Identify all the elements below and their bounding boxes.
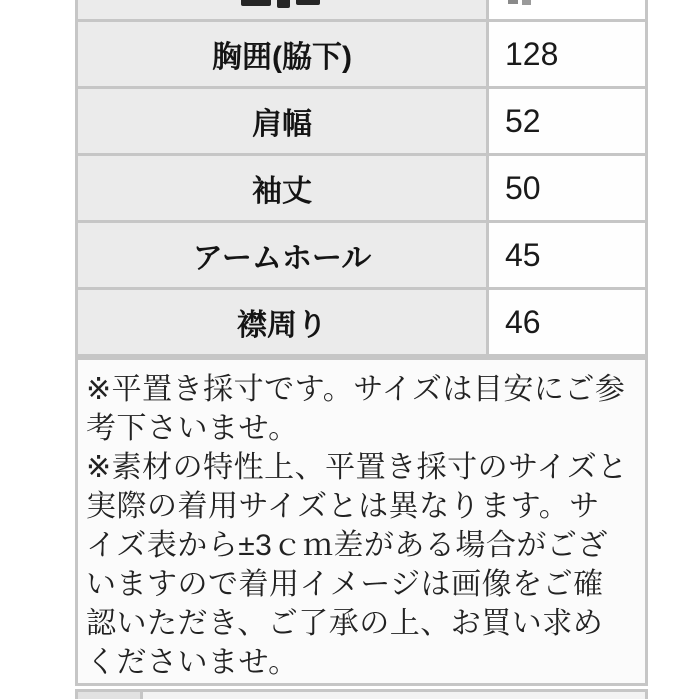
- note-line: 考下さいませ。: [86, 412, 299, 445]
- measure-label-collar: 襟周り: [78, 290, 486, 354]
- measure-value-sleeve: 50: [489, 156, 645, 220]
- cropped-row-value-cell: [489, 0, 645, 19]
- note-line: 実際の着用サイズとは異なります。サ: [86, 490, 600, 523]
- note-line: くださいませ。: [86, 646, 299, 679]
- clipped-text-fragment: [296, 0, 320, 5]
- cropped-row-label-cell: [78, 0, 486, 19]
- clipped-text-fragment: [241, 0, 271, 6]
- measure-label-armhole: アームホール: [78, 223, 486, 287]
- next-table-cropped: [75, 689, 648, 699]
- measure-value-shoulder: 52: [489, 89, 645, 153]
- clipped-text-fragment: [522, 0, 531, 5]
- measure-value-chest: 128: [489, 22, 645, 86]
- size-table: [75, 0, 648, 357]
- measure-value-armhole: 45: [489, 223, 645, 287]
- note-line: ※素材の特性上、平置き採寸のサイズと: [86, 451, 628, 484]
- clipped-text-fragment: [277, 0, 290, 8]
- measure-value-collar: 46: [489, 290, 645, 354]
- cropped-cell: [78, 692, 140, 699]
- measure-label-shoulder: 肩幅: [78, 89, 486, 153]
- note-line: ※平置き採寸です。サイズは目安にご参: [86, 373, 626, 406]
- note-line: いますので着用イメージは画像をご確: [86, 568, 604, 601]
- note-line: イズ表から±3ｃｍ差がある場合がござ: [86, 529, 608, 562]
- clipped-text-fragment: [508, 0, 518, 4]
- measurement-notes-box: [75, 357, 648, 686]
- cropped-cell: [143, 692, 645, 699]
- measure-label-chest: 胸囲(脇下): [78, 22, 486, 86]
- measure-label-sleeve: 袖丈: [78, 156, 486, 220]
- note-line: 認いただき、ご了承の上、お買い求め: [86, 607, 604, 640]
